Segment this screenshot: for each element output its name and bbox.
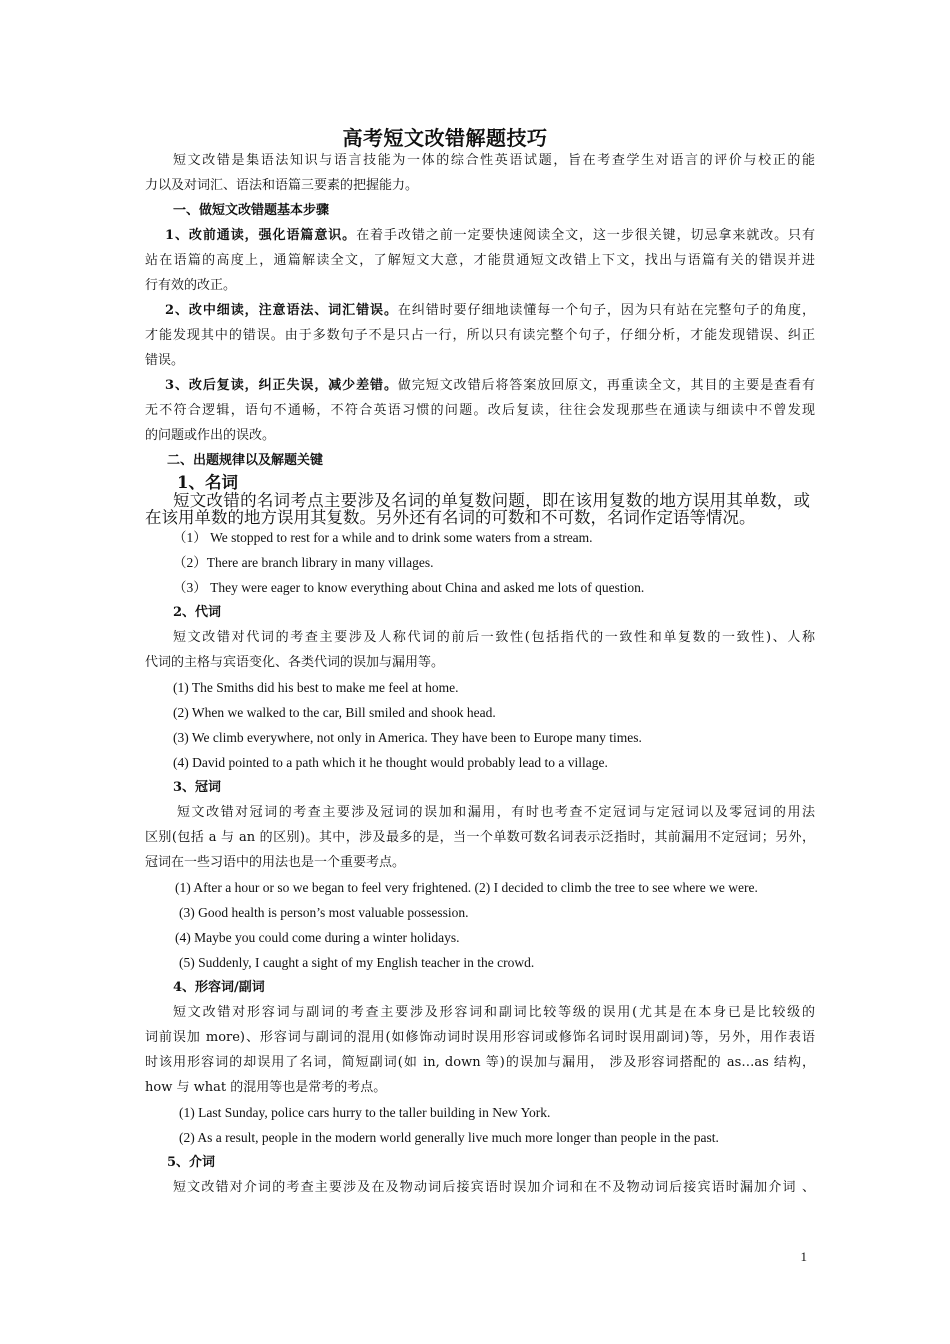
article-desc-line-1: 短文改错对冠词的考查主要涉及冠词的误加和漏用，有时也考查不定冠词与定冠词以及零冠词的用法	[177, 805, 815, 820]
step2-text: 在纠错时要仔细地读懂每一个句子，因为只有站在完整句子的角度，	[397, 303, 815, 318]
adjective-heading: 4、形容词/副词	[173, 980, 265, 995]
step3-text: 做完短文改错后将答案放回原文，再重读全文，其目的主要是查看有	[397, 378, 815, 393]
adjective-example-2: (2) As a result, people in the modern world generally live much more longer than people in the past.	[179, 1130, 719, 1145]
intro-line-2: 力以及对词汇、语法和语篇三要素的把握能力。	[145, 178, 419, 193]
noun-example-2: （2）There are branch library in many villages.	[173, 555, 434, 570]
step1-line-1	[165, 223, 815, 248]
step3-line-2: 无不符合逻辑，语句不通畅，不符合英语习惯的问题。改后复读，往往会发现那些在通读与细读中不曾发现	[145, 403, 815, 418]
pronoun-example-1: (1) The Smiths did his best to make me feel at home.	[173, 680, 459, 695]
article-heading: 3、冠词	[173, 780, 222, 795]
adjective-desc-line-3: 时该用形容词的却误用了名词，简短副词(如 in, down 等)的误加与漏用， 涉及形容词搭配的 as…as 结构，	[145, 1055, 815, 1070]
pronoun-desc-line-2: 代词的主格与宾语变化、各类代词的误加与漏用等。	[145, 655, 445, 670]
noun-example-1: （1） We stopped to rest for a while and to drink some waters from a stream.	[173, 530, 593, 545]
noun-desc-line-1: 短文改错的名词考点主要涉及名词的单复数问题，即在该用复数的地方误用其单数，或	[173, 491, 810, 510]
pronoun-example-4: (4) David pointed to a path which it he thought would probably lead to a village.	[173, 755, 608, 770]
step2-title: 2、改中细读，注意语法、词汇错误。	[165, 303, 398, 318]
step1-line-2: 站在语篇的高度上，通篇解读全文，了解短文大意，才能贯通短文改错上下文，找出与语篇有关的错误并进	[145, 253, 815, 268]
article-example-2: (3) Good health is person’s most valuable possession.	[179, 905, 469, 920]
page-number: 1	[800, 1249, 807, 1264]
adjective-desc-line-1: 短文改错对形容词与副词的考查主要涉及形容词和副词比较等级的误用(尤其是在本身已是比较级的	[173, 1005, 815, 1020]
pronoun-example-2: (2) When we walked to the car, Bill smiled and shook head.	[173, 705, 496, 720]
adjective-desc-line-2: 词前误加 more)、形容词与副词的混用(如修饰动词时误用形容词或修饰名词时误用副词)等，另外，用作表语	[145, 1030, 815, 1045]
noun-example-3: （3） They were eager to know everything about China and asked me lots of question.	[173, 580, 645, 595]
section-heading-rules: 二、出题规律以及解题关键	[167, 453, 324, 468]
adjective-example-1: (1) Last Sunday, police cars hurry to the taller building in New York.	[179, 1105, 551, 1120]
preposition-desc-line-1: 短文改错对介词的考查主要涉及在及物动词后接宾语时误加介词和在不及物动词后接宾语时漏加介词 、	[173, 1180, 815, 1195]
adjective-desc-line-4: how 与 what 的混用等也是常考的考点。	[145, 1080, 387, 1095]
step1-title: 1、改前通读，强化语篇意识。	[165, 228, 357, 243]
step2-line-1	[165, 298, 815, 323]
article-example-4: (5) Suddenly, I caught a sight of my English teacher in the crowd.	[179, 955, 535, 970]
section-heading-steps: 一、做短文改错题基本步骤	[173, 203, 330, 218]
step3-title: 3、改后复读，纠正失误，减少差错。	[165, 378, 398, 393]
step1-line-3: 行有效的改正。	[145, 278, 237, 293]
step3-line-1	[165, 373, 815, 398]
step3-line-3: 的问题或作出的误改。	[145, 428, 276, 443]
preposition-heading: 5、介词	[167, 1155, 216, 1170]
document-title: 高考短文改错解题技巧	[342, 126, 548, 150]
pronoun-heading: 2、代词	[173, 605, 222, 620]
article-example-3: (4) Maybe you could come during a winter holidays.	[175, 930, 460, 945]
article-desc-line-3: 冠词在一些习语中的用法也是一个重要考点。	[145, 855, 406, 870]
intro-line-1: 短文改错是集语法知识与语言技能为一体的综合性英语试题，旨在考查学生对语言的评价与校正的能	[173, 153, 815, 168]
noun-heading: 1、名词	[177, 473, 238, 492]
noun-desc-line-2: 在该用单数的地方误用其复数。另外还有名词的可数和不可数，名词作定语等情况。	[145, 508, 756, 527]
pronoun-example-3: (3) We climb everywhere, not only in America. They have been to Europe many times.	[173, 730, 642, 745]
step2-line-3: 错误。	[145, 353, 185, 368]
article-example-1: (1) After a hour or so we began to feel very frightened. (2) I decided to climb the tree to see where we were.	[175, 880, 758, 895]
article-desc-line-2: 区别(包括 a 与 an 的区别)。其中，涉及最多的是，当一个单数可数名词表示泛指时，其前漏用不定冠词；另外，	[145, 830, 815, 845]
step1-text: 在着手改错之前一定要快速阅读全文，这一步很关键，切忌拿来就改。只有	[356, 228, 815, 243]
step2-line-2: 才能发现其中的错误。由于多数句子不是只占一行，所以只有读完整个句子，仔细分析，才能发现错误、纠正	[145, 328, 815, 343]
pronoun-desc-line-1: 短文改错对代词的考查主要涉及人称代词的前后一致性(包括指代的一致性和单复数的一致性)、人称	[173, 630, 815, 645]
